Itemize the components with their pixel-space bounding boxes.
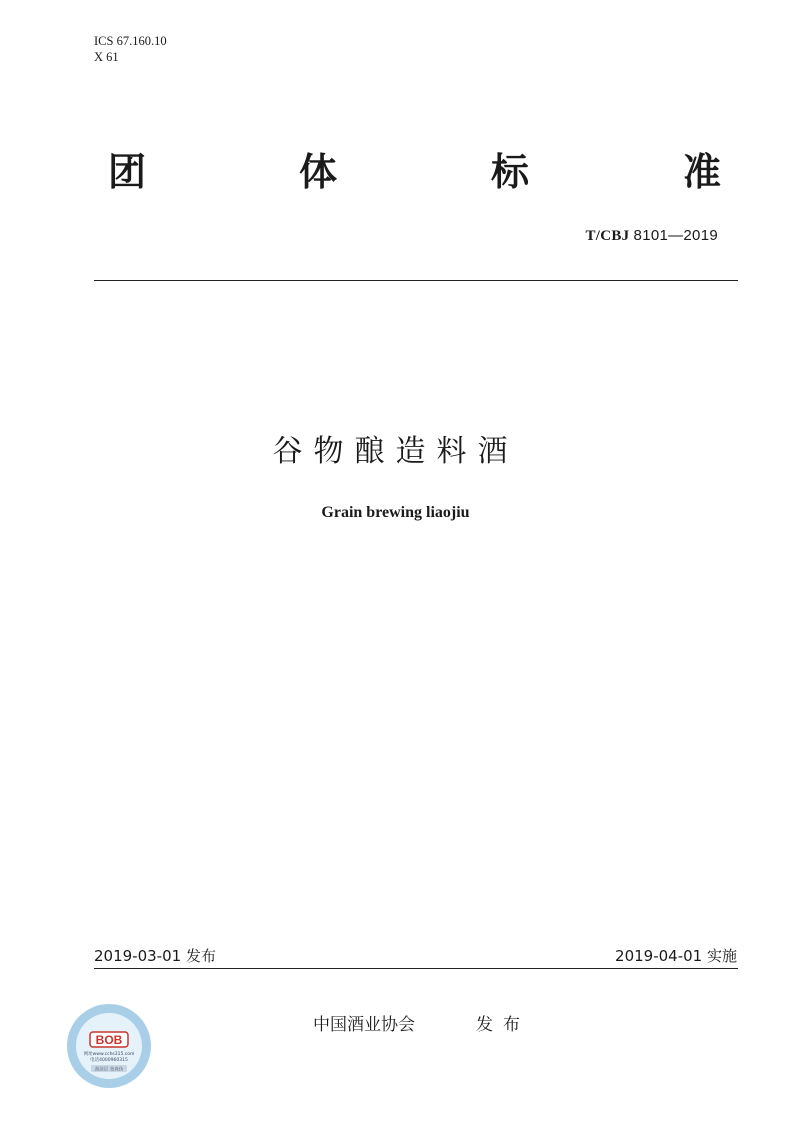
category-char-2: 体 bbox=[299, 150, 338, 194]
document-title-en: Grain brewing liaojiu bbox=[321, 504, 470, 521]
category-char-1: 团 bbox=[108, 150, 147, 194]
seal-website: 网址www.cchs315.com bbox=[83, 1052, 135, 1057]
ccs-code: X 61 bbox=[94, 50, 119, 64]
seal-phone: 电话4000960315 bbox=[90, 1058, 128, 1063]
seal-logo-text: BOB bbox=[95, 1033, 123, 1047]
implementation-date: 2019-04-01 实施 bbox=[615, 947, 737, 965]
anti-counterfeit-seal-icon bbox=[66, 1003, 152, 1089]
category-char-3: 标 bbox=[491, 150, 530, 194]
ics-classification bbox=[94, 33, 167, 65]
publisher-name: 中国酒业协会 bbox=[313, 1015, 415, 1035]
ics-code: ICS 67.160.10 bbox=[94, 34, 167, 48]
issue-date: 2019-03-01 发布 bbox=[94, 947, 216, 965]
standard-code: 8101—2019 bbox=[633, 227, 718, 244]
footer-divider bbox=[94, 968, 738, 969]
standard-prefix: T/CBJ bbox=[585, 228, 630, 244]
document-title-zh: 谷物酿造料酒 bbox=[272, 434, 519, 469]
seal-logo bbox=[90, 1032, 128, 1047]
category-char-4: 准 bbox=[683, 150, 722, 194]
header-divider bbox=[94, 280, 738, 281]
standard-number bbox=[585, 227, 718, 245]
publish-label: 发布 bbox=[476, 1015, 530, 1035]
seal-caption: 刮涂层 查真伪 bbox=[94, 1067, 124, 1073]
